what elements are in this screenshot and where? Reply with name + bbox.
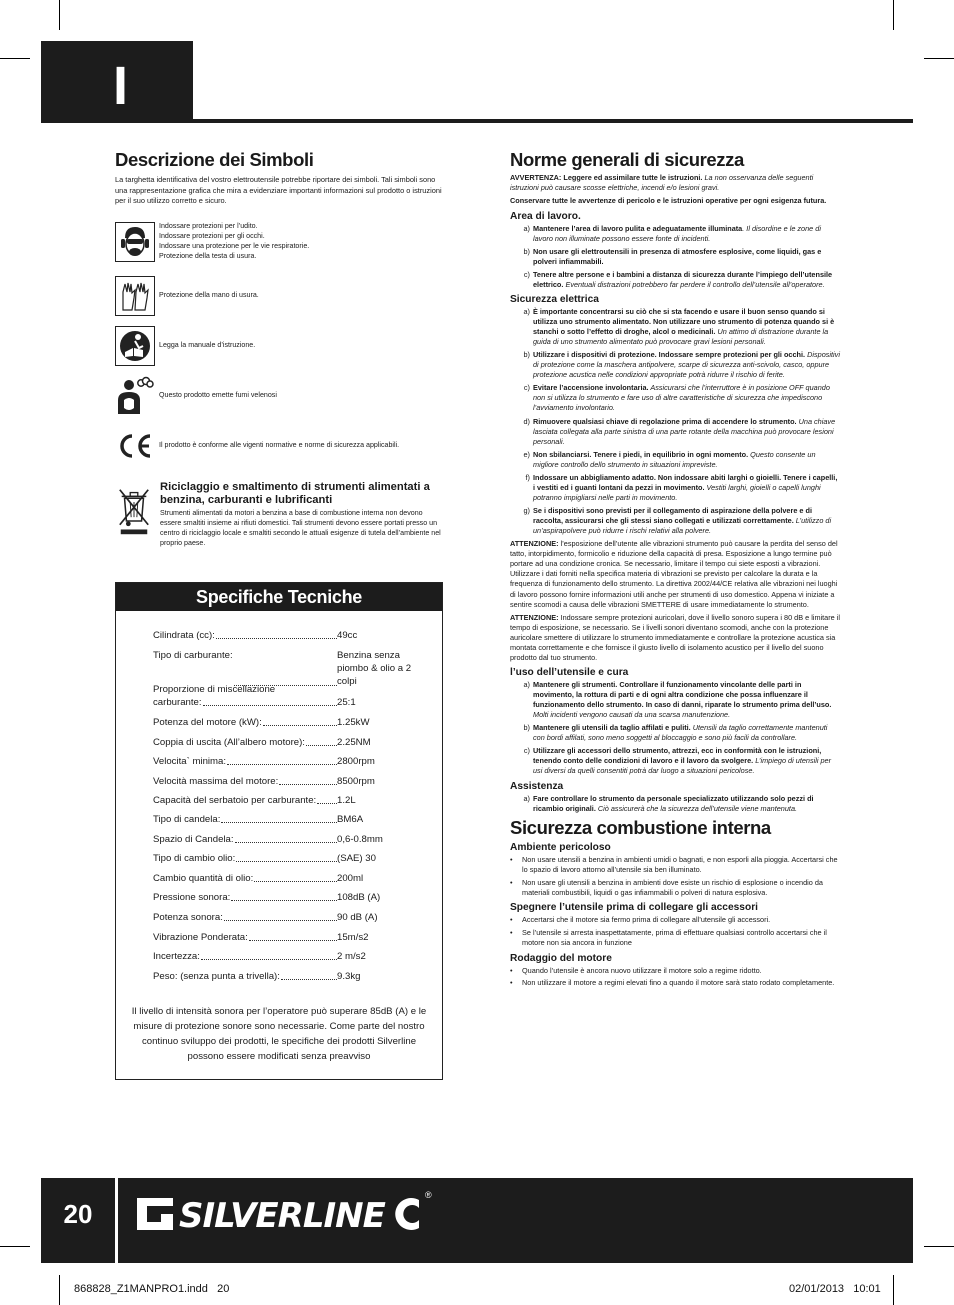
toxic-fumes-icon <box>115 376 155 416</box>
crop-mark <box>893 0 894 30</box>
symbol-row <box>115 326 255 366</box>
spec-value: 2 m/s2 <box>337 951 366 962</box>
spec-label: Potenza del motore (kW): <box>153 717 262 728</box>
gloves-icon <box>115 276 155 316</box>
spec-label: Cilindrata (cc): <box>153 630 215 641</box>
dot-leader <box>216 629 337 639</box>
spec-label: Pressione sonora: <box>153 892 231 903</box>
list-item: b) Utilizzare i dispositivi di protezione. Indossare sempre protezioni per gli occhi. Dispositivi di protezione come la maschera antipolvere, scarpe di sicurezza anti-scivolo, casco, oppure protezione acustica nelle condizioni appropriate potrà ridurre il rischio di ferite. <box>523 350 840 380</box>
spec-row <box>153 852 413 865</box>
spec-row <box>153 813 413 826</box>
spec-row <box>153 775 413 788</box>
spec-value: Benzina senza piombo & olio a 2 colpi <box>337 650 412 688</box>
section-title: Rodaggio del motore <box>510 952 612 964</box>
spec-label: Cambio quantità di olio: <box>153 873 254 884</box>
section-title: Spegnere l’utensile prima di collegare gli accessori <box>510 902 758 914</box>
dot-leader <box>317 794 337 804</box>
list-item: b) Mantenere gli utensili da taglio affilati e puliti. Utensili da taglio correttamente mantenuti con bordi affilati, sono meno soggetti al bloccaggio e sono più facili da controllare. <box>523 723 828 743</box>
list-item: g) Se i dispositivi sono previsti per il collegamento di aspirazione della polvere e di raccolta, assicurarsi che gli stessi siano collegati e utilizzati correttamente. L’utilizzo di un’aspirapolvere può ridurre i rischi relativi alla polvere. <box>523 506 832 536</box>
footer-divider <box>115 1178 118 1263</box>
language-letter: I <box>113 56 129 116</box>
dot-leader <box>281 970 337 980</box>
spec-label: Coppia di uscita (All’albero motore): <box>153 737 305 748</box>
list-item: a) Fare controllare lo strumento da personale specializzato utilizzando solo pezzi di ricambio originali. Ciò assicurerà che la sicurezza dell’utensile viene mantenuta. <box>523 793 814 813</box>
spec-value: 2800rpm <box>337 756 375 767</box>
spec-value: 108dB (A) <box>337 892 381 903</box>
dot-leader <box>224 911 337 921</box>
list-item: a) Mantenere gli strumenti. Controllare il funzionamento vincolante delle parti in movimento, la rottura di parti e di ogni altra condizione che possa influenzare il funzionamento dello strumento. In caso di danni, riparate lo strumento prima dell’uso. Molti incidenti vengono causati da una scarsa manutenzione. <box>523 679 832 720</box>
bullet-item: • Se l’utensile si arresta inaspettatamente, prima di effettuare qualsiasi controllo accertarsi che il motore non sia ancora in funzione <box>510 927 827 948</box>
list-item: e) Non sbilanciarsi. Tenere i piedi, in equilibrio in ogni momento. Questo consente un migliore controllo dello strumento in situazioni impreviste. <box>523 449 816 469</box>
spec-label: Spazio di Candela: <box>153 834 234 845</box>
list-item: d) Rimuovere qualsiasi chiave di regolazione prima di accendere lo strumento. Una chiave lasciata collegata alla parte sinistra di una parte rotante della macchina può provocare lesioni personali. <box>523 416 836 446</box>
symbol-text: Indossare protezioni per l’udito. Indossare protezioni per gli occhi. Indossare una protezione per le vie respiratorie. Protezione della testa di usura. <box>159 222 310 260</box>
symbol-row <box>115 376 277 416</box>
dot-leader <box>279 775 337 785</box>
spec-value: 90 dB (A) <box>337 912 378 923</box>
section-title: Ambiente pericoloso <box>510 842 611 853</box>
bullet-item: • Non utilizzare il motore a regimi elevati fino a quando il motore sarà stato rodato completamente. <box>510 977 835 987</box>
section-title: l’uso dell’utensile e cura <box>510 666 629 678</box>
ppe-head-icon <box>115 222 155 262</box>
noise-warning: ATTENZIONE: Indossare sempre protezioni auricolari, dove il livello sonoro supera i 80 dB e limitare il tempo di esposizione, se necessario. Se i livelli sonori diventano scomodi, anche con la protezione auricolare smettere di utilizzare lo strumento immediatamente e controllare la protezione acustica sia montata correttamente e che fornisce il giusto livello di isolamento acustico per il livello del suono prodotto dal tuo strumento. <box>510 612 840 662</box>
symbol-row <box>115 222 309 262</box>
list-item: a) È importante concentrarsi su ciò che si sta facendo e usare il buon senso quando si utilizza uno strumento alimentato. Non utilizzare uno strumento di potenza quando si è stanchi o sotto l’effetto di droghe, alcol o medicinali. Un attimo di distrazione durante la guida di uno strumento alimentato può provocare gravi lesioni personali. <box>523 306 835 347</box>
bullet-item: • Accertarsi che il motore sia fermo prima di collegare all’utensile gli accessori. <box>510 915 771 925</box>
spec-label: Tipo di candela: <box>153 814 221 825</box>
symbol-text: Legga la manuale d’istruzione. <box>159 341 256 350</box>
list-item: f) Indossare un abbigliamento adatto. Non indossare abiti larghi o gioielli. Tenere i capelli, i vestiti ed i guanti lontani da pezzi in movimento. Vestiti larghi, gioielli o capelli lunghi potranno impigliarsi nelle parti in movimento. <box>525 472 838 502</box>
dot-leader <box>221 813 337 823</box>
bullet-item: • Non usare utensili a benzina in ambienti umidi o bagnati, e non esporli alla pioggia. Accertarsi che lo spazio di lavoro attorno all’utensile sia ben illuminato. <box>510 855 838 875</box>
spec-row <box>153 950 413 963</box>
spec-value: 2.25NM <box>337 737 371 748</box>
manual-icon <box>115 326 155 366</box>
spec-row <box>153 683 413 709</box>
section-title: Area di lavoro. <box>510 210 581 222</box>
symbol-row <box>115 426 399 466</box>
symbol-text: Protezione della mano di usura. <box>159 291 259 300</box>
spec-label: carburante: <box>153 697 202 709</box>
spec-label: Vibrazione Ponderata: <box>153 932 248 943</box>
section-title: Assistenza <box>510 780 564 792</box>
spec-row <box>153 629 413 642</box>
spec-value: 200ml <box>337 873 364 884</box>
symbol-text: Questo prodotto emette fumi velenosi <box>159 391 277 400</box>
spec-row <box>153 794 413 807</box>
list-item: c) Utilizzare gli accessori dello strumento, attrezzi, ecc in conformità con le istruzioni, tenendo conto delle condizioni di lavoro e il lavoro da svolgere. L’impiego di utensili per usi diversi da quelli consentiti potrà dar luogo a situazioni pericolose. <box>523 746 832 776</box>
spec-row <box>153 931 413 944</box>
dot-leader <box>254 872 337 882</box>
recycling-block <box>160 481 444 549</box>
spec-value: BM6A <box>337 814 364 825</box>
safety-warning: AVVERTENZA: Leggere ed assimilare tutte le istruzioni. La non osservanza delle seguenti istruzioni può causare scosse elettriche, incendi e/o lesioni gravi. <box>510 173 814 193</box>
spec-value: 8500rpm <box>337 776 375 787</box>
dot-leader <box>306 736 337 746</box>
spec-value: (SAE) 30 <box>337 853 376 864</box>
dot-leader <box>249 931 337 941</box>
spec-label: Capacità del serbatoio per carburante: <box>153 795 317 806</box>
spec-row <box>153 891 413 904</box>
specs-note: Il livello di intensità sonora per l’operatore può superare 85dB (A) e le misure di protezione sonore sono necessarie. Come parte del nostro continuo sviluppo dei prodotti, le specifiche dei prodotti Silverline possono essere modificati senza preavviso <box>131 1006 427 1063</box>
symbols-title: Descrizione dei Simboli <box>115 149 314 170</box>
crop-mark <box>0 1246 30 1247</box>
section-title: Sicurezza elettrica <box>510 293 599 305</box>
specs-box <box>115 582 443 1080</box>
registered-mark: ® <box>425 1190 432 1200</box>
header-rule <box>193 119 913 123</box>
spec-label: Peso: (senza punta a trivella): <box>153 971 280 982</box>
bullet-item: • Quando l’utensile è ancora nuovo utilizzare il motore solo a regime ridotto. <box>510 965 762 975</box>
footer-bar <box>41 1178 913 1263</box>
dot-leader <box>235 833 337 843</box>
spec-label: Incertezza: <box>153 951 200 962</box>
logo-hook-icon <box>133 1194 178 1234</box>
crop-mark <box>893 1275 894 1305</box>
symbols-intro: La targhetta identificativa del vostro elettroutensile potrebbe riportare dei simboli. Tali simboli sono una rappresentazione grafica che mira a evidenziare importanti informazioni sul prodotto o istruzioni per il suo utilizzo corretto e sicuro. <box>115 175 442 206</box>
language-tab <box>41 41 193 123</box>
list-item: c) Evitare l’accensione involontaria. Assicurarsi che l’interruttore è in posizione OFF quando non si utilizza lo strumento e fare uso di altre caratteristiche di sicurezza che impediscono l’avviamento involontario. <box>523 383 830 413</box>
spec-row <box>153 716 413 729</box>
dot-leader <box>234 649 337 686</box>
spec-row <box>153 833 413 846</box>
recycling-body: Strumenti alimentati da motori a benzina a base di combustione interna non devono essere smaltiti insieme ai rifiuti domestici. Tali strumenti devono essere portati presso un centro di riciclaggio locale e smaltiti secondo le attuali esigenze di tutela dell’ambiente nel proprio paese. <box>160 508 441 547</box>
logo-wordmark: SILVERLINE <box>179 1196 385 1236</box>
safety-title: Norme generali di sicurezza <box>510 149 744 170</box>
symbol-text: Il prodotto è conforme alle vigenti normative e norme di sicurezza applicabili. <box>159 441 400 450</box>
spec-label: Tipo di carburante: <box>153 650 233 661</box>
spec-label: Tipo di cambio olio: <box>153 853 236 864</box>
dot-leader <box>231 891 337 901</box>
spec-row <box>153 911 413 924</box>
list-item: a) Mantenere l’area di lavoro pulita e adeguatamente illuminata. Il disordine e le zone di lavoro non illuminate possono essere fonte di incidenti. <box>523 223 821 243</box>
ce-mark-icon <box>115 426 155 466</box>
symbol-row <box>115 276 259 316</box>
crop-mark <box>924 58 954 59</box>
spec-row <box>153 872 413 885</box>
recycling-title: Riciclaggio e smaltimento di strumenti alimentati a benzina, carburanti e lubrificanti <box>160 481 430 506</box>
crop-mark <box>924 1246 954 1247</box>
vibration-warning: ATTENZIONE: l’esposizione dell’utente alle vibrazioni strumento può causare la perdita del senso del tatto, intorpidimento, formicolio e riduzione della capacità di presa. Esposizione a lungo termine può portare ad una condizione cronica. Se necessario, limitare il tempo cui siete esposti a vibrazioni. Utilizzare i dati forniti nella specifica materia di vibrazioni se previsto per calcolare la durata e la frequenza di funzionamento dello strumento. La direttiva 2002/44/CE relativa alle vibrazioni nei luoghi di lavoro possono fornire informazioni utili anche per strumenti di uso domestico. Appena vi iniziate a sentire scomodi a causa delle vibrazioni SMETTERE di usare immediatamente lo strumento. <box>510 539 838 609</box>
crop-mark <box>0 58 30 59</box>
spec-label-pre: Proporzione di miscellazione <box>153 684 276 695</box>
dot-leader <box>203 696 337 706</box>
safety-section <box>510 150 840 990</box>
bullet-item: • Non usare gli utensili a benzina in ambienti dove esiste un rischio di esplosione o incendio da materiali combustibili, liquidi o gas infiammabili o polveri di natura esplosiva. <box>510 877 823 898</box>
dot-leader <box>263 716 337 726</box>
file-info-right: 02/01/2013 10:01 <box>789 1283 881 1295</box>
symbols-section <box>115 150 445 207</box>
dot-leader <box>236 852 337 862</box>
logo-c-icon <box>385 1194 425 1234</box>
safety-keep: Conservare tutte le avvertenze di pericolo e le istruzioni operative per ogni esigenza futura. <box>510 196 827 206</box>
spec-value: 25:1 <box>337 697 356 709</box>
spec-label: Velocità massima del motore: <box>153 776 279 787</box>
list-item: c) Tenere altre persone e i bambini a distanza di sicurezza durante l’impiego dell’utensile elettrico. Eventuali distrazioni potrebbero far perdere il controllo dell’utensile all’operatore. <box>523 269 833 289</box>
spec-value: 15m/s2 <box>337 932 369 943</box>
spec-value: 0,6-0.8mm <box>337 834 383 845</box>
dot-leader <box>227 755 337 765</box>
weee-bin-icon <box>115 485 153 538</box>
spec-value: 9.3kg <box>337 971 361 982</box>
crop-mark <box>59 1275 60 1305</box>
specs-title: Specifiche Tecniche <box>116 583 442 611</box>
spec-label: Velocita` minima: <box>153 756 227 767</box>
spec-row <box>153 755 413 768</box>
spec-label: Potenza sonora: <box>153 912 223 923</box>
crop-mark <box>59 0 60 30</box>
page-number: 20 <box>63 1199 93 1229</box>
spec-value: 1.2L <box>337 795 356 806</box>
dot-leader <box>201 950 337 960</box>
combustion-title: Sicurezza combustione interna <box>510 816 771 838</box>
list-item: b) Non usare gli elettroutensili in presenza di atmosfere esplosive, come liquidi, gas e polveri infiammabili. <box>523 246 822 266</box>
file-info-left: 868828_Z1MANPRO1.indd 20 <box>74 1283 230 1295</box>
spec-value: 49cc <box>337 630 358 641</box>
spec-value: 1.25kW <box>337 717 370 728</box>
spec-row <box>153 970 413 983</box>
spec-row <box>153 736 413 749</box>
